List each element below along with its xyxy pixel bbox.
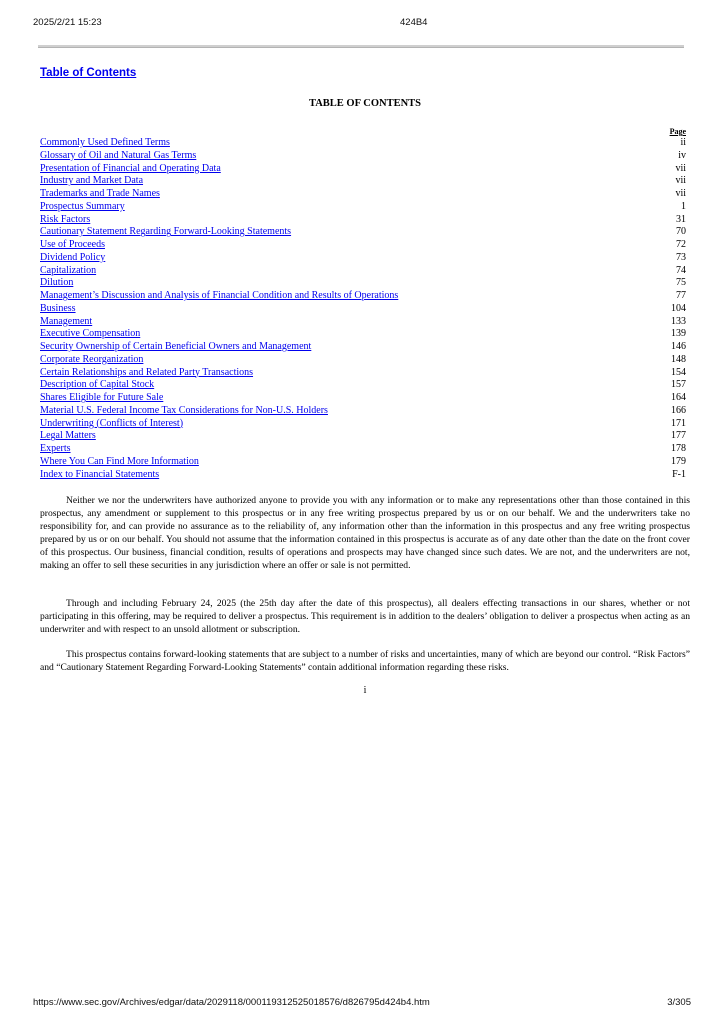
paragraph-forward-looking: This prospectus contains forward-looking statements that are subject to a number of risks and uncertainties, many of which are beyond our control. “Risk Factors” and “Cautionary Statement Regarding Forward-Looking Statements” contain additional information regarding these risks. <box>40 649 690 673</box>
toc-entry <box>40 290 686 303</box>
toc-entry <box>40 188 686 201</box>
toc-entry <box>40 150 686 163</box>
toc-entry-page: 171 <box>671 417 686 429</box>
toc-entry-page: 31 <box>676 213 686 225</box>
toc-page-column-header: Page <box>669 127 686 136</box>
toc-entry-link[interactable]: Where You Can Find More Information <box>40 455 199 467</box>
toc-entry-page: 73 <box>676 251 686 263</box>
toc-entry <box>40 316 686 329</box>
toc-entry <box>40 456 686 469</box>
toc-entry-link[interactable]: Use of Proceeds <box>40 239 105 250</box>
toc-entry <box>40 239 686 252</box>
toc-entry-link[interactable]: Experts <box>40 443 71 454</box>
toc-entry-page: 139 <box>671 328 686 340</box>
toc-entry-page: 70 <box>676 226 686 238</box>
toc-entry <box>40 443 686 456</box>
toc-entry-link[interactable]: Cautionary Statement Regarding Forward-Looking Statements <box>40 226 292 238</box>
toc-entry-page: 157 <box>671 379 686 391</box>
toc-title: TABLE OF CONTENTS <box>308 98 422 109</box>
toc-entry-link[interactable]: Security Ownership of Certain Beneficial Owners and Management <box>40 341 312 352</box>
print-datetime: 2025/2/21 15:23 <box>33 17 102 28</box>
toc-entry <box>40 328 686 341</box>
toc-entry <box>40 430 686 443</box>
toc-entry-link[interactable]: Glossary of Oil and Natural Gas Terms <box>40 149 197 161</box>
toc-entry <box>40 418 686 431</box>
toc-entry-page: 75 <box>676 277 686 289</box>
toc-entry-link[interactable]: Executive Compensation <box>40 328 141 340</box>
toc-entry-page: 72 <box>676 239 686 250</box>
toc-entry-link[interactable]: Dividend Policy <box>40 251 106 263</box>
toc-entry-link[interactable]: Material U.S. Federal Income Tax Considerations for Non-U.S. Holders <box>40 404 328 416</box>
toc-entry <box>40 201 686 214</box>
toc-entry <box>40 469 686 482</box>
toc-entry <box>40 137 686 150</box>
paragraph-disclaimer: Neither we nor the underwriters have authorized anyone to provide you with any information or to make any representations other than those contained in this prospectus, any amendment or supplement to this prospectus or in any free writing prospectus prepared by us or on our behalf. We and the underwriters take no responsibility for, and can provide no assurance as to the reliability of, any information other than the information in this prospectus and any free writing prospectus prepared by us or on our behalf. You should not assume that the information contained in this prospectus is accurate as of any date other than the date on the front cover of this prospectus. Our business, financial condition, results of operations and prospects may have changed since such dates. We are not, and the underwriters are not, making an offer to sell these securities in any jurisdiction where an offer or sale is not permitted. <box>40 495 690 571</box>
toc-entry <box>40 277 686 290</box>
toc-entry-link[interactable]: Description of Capital Stock <box>40 379 155 391</box>
toc-entry <box>40 341 686 354</box>
print-page-count: 3/305 <box>667 997 691 1008</box>
print-url: https://www.sec.gov/Archives/edgar/data/2029118/000119312525018576/d826795d424b4.htm <box>33 997 430 1008</box>
toc-entry-link[interactable]: Capitalization <box>40 264 97 276</box>
toc-entry-page: vii <box>675 162 686 174</box>
horizontal-divider <box>38 45 684 48</box>
page-number: i <box>363 685 367 696</box>
toc-entry-link[interactable]: Industry and Market Data <box>40 175 144 187</box>
toc-entry <box>40 163 686 176</box>
toc-entry-page: 1 <box>681 200 686 212</box>
toc-entry-page: 77 <box>676 290 686 301</box>
toc-entry-link[interactable]: Legal Matters <box>40 430 96 442</box>
toc-entry-link[interactable]: Risk Factors <box>40 213 91 225</box>
toc-entry-page: 164 <box>671 392 686 403</box>
toc-list <box>40 137 686 481</box>
toc-entry <box>40 405 686 418</box>
toc-entry-link[interactable]: Presentation of Financial and Operating Data <box>40 162 221 174</box>
toc-entry-page: iv <box>678 149 686 161</box>
toc-entry-page: 148 <box>671 353 686 365</box>
toc-entry-page: 154 <box>671 366 686 378</box>
table-of-contents-link[interactable]: Table of Contents <box>40 67 137 79</box>
toc-entry-link[interactable]: Management’s Discussion and Analysis of Financial Condition and Results of Operations <box>40 290 399 301</box>
toc-entry <box>40 226 686 239</box>
toc-entry-page: 166 <box>671 404 686 416</box>
toc-entry-link[interactable]: Commonly Used Defined Terms <box>40 137 170 148</box>
toc-entry-page: 104 <box>671 302 686 314</box>
toc-entry <box>40 265 686 278</box>
toc-entry-page: F-1 <box>672 468 686 480</box>
toc-entry <box>40 379 686 392</box>
toc-entry-link[interactable]: Underwriting (Conflicts of Interest) <box>40 417 184 429</box>
toc-entry-page: vii <box>675 188 686 199</box>
toc-entry-link[interactable]: Dilution <box>40 277 74 289</box>
toc-entry-page: 146 <box>671 341 686 352</box>
toc-entry-link[interactable]: Management <box>40 315 93 327</box>
toc-entry-page: 133 <box>671 315 686 327</box>
toc-entry <box>40 354 686 367</box>
toc-entry-page: 177 <box>671 430 686 442</box>
toc-entry-link[interactable]: Business <box>40 302 76 314</box>
toc-entry <box>40 303 686 316</box>
toc-entry-page: 74 <box>676 264 686 276</box>
toc-entry-page: 178 <box>671 443 686 454</box>
toc-entry-link[interactable]: Corporate Reorganization <box>40 353 144 365</box>
toc-entry-link[interactable]: Prospectus Summary <box>40 200 125 212</box>
toc-entry <box>40 175 686 188</box>
toc-entry-page: ii <box>680 137 686 148</box>
toc-entry-link[interactable]: Shares Eligible for Future Sale <box>40 392 164 403</box>
toc-entry <box>40 214 686 227</box>
toc-entry <box>40 252 686 265</box>
toc-entry-link[interactable]: Certain Relationships and Related Party Transactions <box>40 366 254 378</box>
toc-entry-link[interactable]: Trademarks and Trade Names <box>40 188 160 199</box>
toc-entry-page: vii <box>675 175 686 187</box>
toc-entry-link[interactable]: Index to Financial Statements <box>40 468 160 480</box>
toc-entry <box>40 392 686 405</box>
paragraph-dealer-delivery: Through and including February 24, 2025 (the 25th day after the date of this prospectus), all dealers effecting transactions in our shares, whether or not participating in this offering, may be required to deliver a prospectus. This requirement is in addition to the dealers’ obligation to deliver a prospectus when acting as an underwriter and with respect to an unsold allotment or subscription. <box>40 598 690 635</box>
print-doc-type: 424B4 <box>400 17 428 28</box>
toc-entry-page: 179 <box>671 455 686 467</box>
toc-entry <box>40 367 686 380</box>
